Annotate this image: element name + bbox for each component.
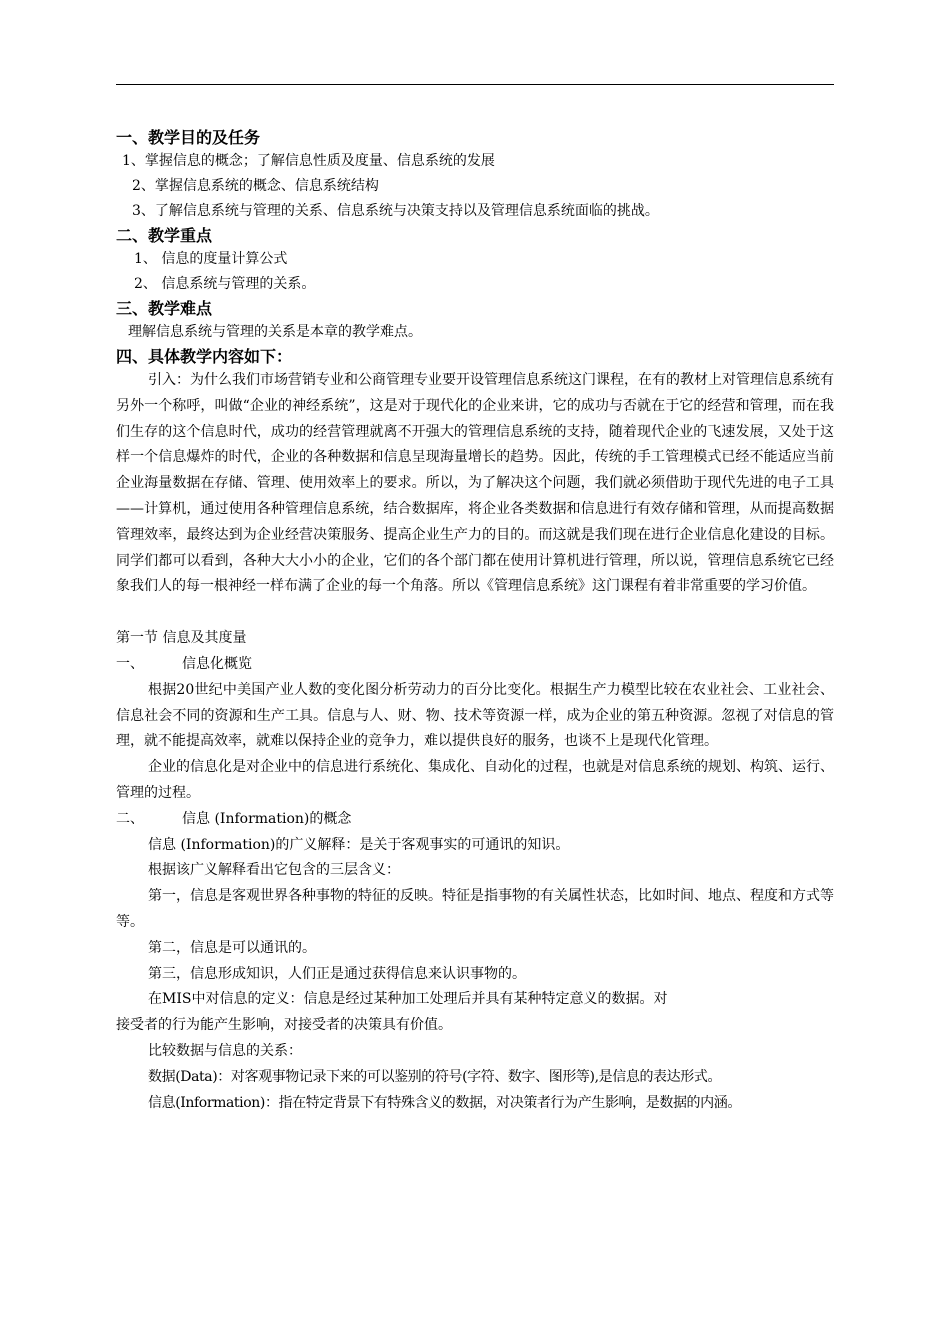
list-item: 2、 信息系统与管理的关系。 (134, 276, 316, 292)
difficulty-text: 理解信息系统与管理的关系是本章的教学难点。 (128, 324, 422, 340)
subsection-title: 信息化概览 (182, 655, 252, 672)
subsection-title: 信息 (Information)的概念 (182, 810, 352, 827)
paragraph: 根据20世纪中美国产业人数的变化图分析劳动力的百分比变化。根据生产力模型比较在农业社会、工业社会、信息社会不同的资源和生产工具。信息与人、财、物、技术等资源一样，成为企业的第五种资源。忽视了对信息的管理，就不能提高效率，就难以保持企业的竞争力，难以提供良好的服务，也谈不上是现代化管理。 (116, 681, 834, 750)
list-item: 2、掌握信息系统的概念、信息系统结构 (132, 178, 379, 194)
paragraph-line: 接受者的行为能产生影响，对接受者的决策具有价值。 (116, 1017, 452, 1034)
paragraph: 比较数据与信息的关系： (148, 1042, 302, 1059)
paragraph: 第一，信息是客观世界各种事物的特征的反映。特征是指事物的有关属性状态，比如时间、地点、程度和方式等等。 (116, 888, 834, 930)
section-heading-content: 四、具体教学内容如下： (116, 347, 293, 366)
paragraph: 数据(Data)：对客观事物记录下来的可以鉴别的符号(字符、数字、图形等),是信息的表达形式。 (148, 1068, 722, 1085)
paragraph: 根据该广义解释看出它包含的三层含义： (148, 862, 400, 879)
paragraph-line: 在MIS中对信息的定义：信息是经过某种加工处理后并具有某种特定意义的数据。对 (148, 991, 668, 1008)
paragraph: 信息 (Information)的广义解释：是关于客观事实的可通讯的知识。 (148, 836, 570, 853)
section-heading-difficulties: 三、教学难点 (116, 299, 213, 318)
paragraph: 信息(Information)：指在特定背景下有特殊含义的数据，对决策者行为产生影响，是数据的内涵。 (148, 1094, 741, 1111)
list-item: 3、了解信息系统与管理的关系、信息系统与决策支持以及管理信息系统面临的挑战。 (132, 203, 659, 219)
list-item: 1、掌握信息的概念；了解信息性质及度量、信息系统的发展 (122, 153, 495, 169)
document-body (116, 126, 834, 1116)
section-heading-key-points: 二、教学重点 (116, 226, 213, 245)
intro-paragraph: 引入：为什么我们市场营销专业和公商管理专业要开设管理信息系统这门课程，在有的教材上对管理信息系统有另外一个称呼，叫做“企业的神经系统”，这是对于现代化的企业来讲，它的成功与否就在于它的经营和管理，而在我们生存的这个信息时代，成功的经营管理就离不开强大的管理信息系统的支持，随着现代企业的飞速发展，又处于这样一个信息爆炸的时代，企业的各种数据和信息呈现海量增长的趋势。因此，传统的手工管理模式已经不能适应当前企业海量数据在存储、管理、使用效率上的要求。所以，为了解决这个问题，我们就必须借助于现代先进的电子工具——计算机，通过使用各种管理信息系统，结合数据库，将企业各类数据和信息进行有效存储和管理，从而提高数据管理效率，最终达到为企业经营决策服务、提高企业生产力的目的。而这就是我们现在进行企业信息化建设的目标。同学们都可以看到，各种大大小小的企业，它们的各个部门都在使用计算机进行管理，所以说，管理信息系统它已经象我们人的每一根神经一样布满了企业的每一个角落。所以《管理信息系统》这门课程有着非常重要的学习价值。 (116, 372, 834, 595)
subsection-number: 二、 (116, 810, 144, 827)
section-heading-objectives: 一、教学目的及任务 (116, 128, 261, 147)
subsection-heading (116, 807, 834, 833)
header-rule (116, 84, 834, 85)
subsection-number: 一、 (116, 655, 144, 672)
spacer (116, 600, 834, 626)
chapter-title: 第一节 信息及其度量 (116, 630, 247, 647)
subsection-heading (116, 652, 834, 678)
paragraph: 第二，信息是可以通讯的。 (148, 939, 316, 956)
list-item: 1、 信息的度量计算公式 (134, 251, 288, 267)
paragraph: 企业的信息化是对企业中的信息进行系统化、集成化、自动化的过程，也就是对信息系统的规划、构筑、运行、管理的过程。 (116, 759, 834, 801)
paragraph: 第三，信息形成知识，人们正是通过获得信息来认识事物的。 (148, 965, 526, 982)
